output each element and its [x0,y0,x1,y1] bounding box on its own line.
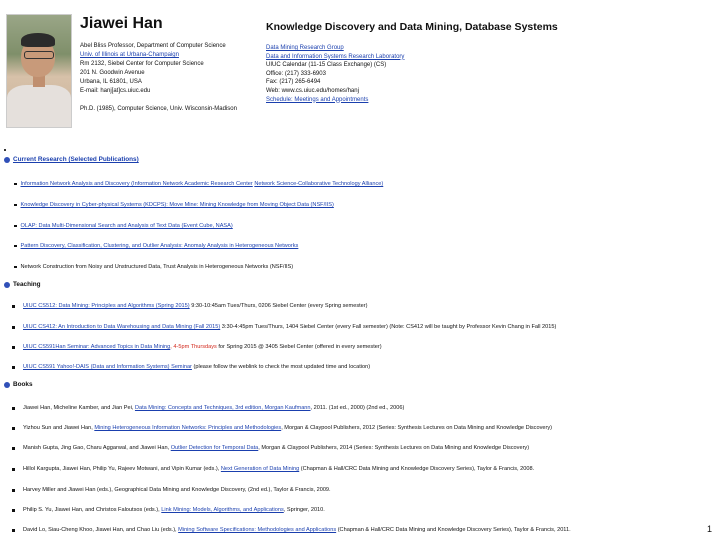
list-item [12,364,370,370]
bullet-icon [12,489,15,492]
course-details: 3:30-4:45pm Tues/Thurs, 1404 Siebel Center (every Fall semester) (Note: CS412 will be taught by Professor Kevin Chang in Fall 2015) [220,324,557,330]
decorative-dot [4,149,6,151]
list-item [14,264,293,270]
list-item [14,243,298,249]
book-authors: David Lo, Siau-Cheng Khoo, Jiawei Han, and Chao Liu (eds.), [23,527,179,533]
page-title: Knowledge Discovery and Data Mining, Database Systems [266,21,558,33]
course-time: , 4-5pm Thursdays [170,344,217,350]
book-authors: Philip S. Yu, Jiawei Han, and Christos Faloutsos (eds.), [23,507,162,513]
course-link[interactable]: UIUC CS512: Data Mining: Principles and Algorithms (Spring 2015) [23,303,190,309]
book-details: (Chapman & Hall/CRC Data Mining and Knowledge Discovery Series), Taylor & Francis, 2011. [336,527,571,533]
fax-line: Fax: (217) 265-6494 [266,79,321,86]
course-link[interactable]: UIUC CS591 Yahoo!-DAIS (Data and Information Systems) Seminar [23,364,192,370]
schedule-link[interactable]: Schedule: Meetings and Appointments [266,96,369,103]
research-link[interactable]: (Information Network Academic Research Center [129,181,253,187]
degree-line: Ph.D. (1985), Computer Science, Univ. Wisconsin-Madison [80,106,237,112]
research-link[interactable]: Pattern Discovery, Classification, Clustering, and Outlier Analysis [20,243,182,249]
list-item [12,445,529,451]
list-item [12,405,404,411]
bullet-icon [12,407,15,410]
book-authors: Manish Gupta, Jing Gao, Charu Aggarwal, and Jiawei Han, [23,445,171,451]
bullet-icon [12,468,15,471]
list-item [12,507,325,513]
list-item [14,181,383,187]
section-books [4,381,33,388]
bullet-icon [12,346,15,349]
list-item [12,527,571,533]
bullet-icon [12,305,15,308]
section-research[interactable] [4,156,139,163]
bullet-icon [12,427,15,430]
book-link[interactable]: Outlier Detection for Temporal Data [170,445,259,451]
address-line: Urbana, IL 61801, USA [80,79,142,85]
book-link[interactable]: Mining Heterogeneous Information Networks: Principles and Methodologies [94,425,282,431]
research-group-link[interactable]: Data Mining Research Group [266,45,344,51]
course-link[interactable]: UIUC CS412: An Introduction to Data Warehousing and Data Mining (Fall 2015) [23,324,221,330]
research-text: Network Construction from Noisy and Unstructured Data, Trust Analysis in Heterogeneous Networks (NSF/IIS) [20,264,294,270]
bullet-icon [14,225,17,228]
section-bullet-icon [4,282,10,288]
list-item [14,202,334,208]
office-line: Office: (217) 333-6903 [266,70,326,77]
section-research-label[interactable]: Current Research (Selected Publications) [13,156,139,163]
research-link[interactable]: : Anomaly Analysis in Heterogeneous Networks [181,243,299,249]
web-line[interactable]: Web: www.cs.uiuc.edu/homes/hanj [266,87,359,94]
email-line: E-mail: hanj[at]cs.uiuc.edu [80,88,151,94]
bullet-icon [12,447,15,450]
book-link[interactable]: Mining Software Specifications: Methodologies and Applications [178,527,337,533]
list-item [12,324,556,330]
university-link[interactable]: Univ. of Illinois at Urbana-Champaign [80,52,179,58]
calendar-line: UIUC Calendar (11-15 Class Exchange) (CS) [266,62,387,69]
address-line: 201 N. Goodwin Avenue [80,70,145,76]
research-link[interactable]: OLAP: Data Multi-Dimensional Search and Analysis of Text Data [20,223,180,229]
list-item [12,487,331,493]
address-block [80,42,265,114]
book-details: , 2011. (1st ed., 2000) (2nd ed., 2006) [310,405,405,411]
book-details: , Springer, 2010. [283,507,325,513]
book-link[interactable]: Link Mining: Models, Algorithms, and Applications [161,507,284,513]
bullet-icon [12,509,15,512]
section-teaching-label: Teaching [13,281,41,288]
list-item [12,303,368,309]
list-item [12,425,552,431]
list-item [12,344,382,350]
bullet-icon [12,529,15,532]
address-line: Rm 2132, Siebel Center for Computer Science [80,61,204,67]
bullet-icon [14,204,17,207]
research-link[interactable]: Information Network Analysis and Discovery [20,181,130,187]
research-link[interactable]: Knowledge Discovery in Cyber-physical Systems (KDCPS): Move Mine: Mining Knowledge from Moving Object Data (NSF/IIS) [20,202,334,208]
page-number: 1 [707,524,713,534]
course-details: (please follow the weblink to check the most updated time and location) [191,364,371,370]
book-authors: Hillol Kargupta, Jiawei Han, Philip Yu, Rajeev Motwani, and Vipin Kumar (eds.), [23,466,221,472]
book-details: (Chapman & Hall/CRC Data Mining and Knowledge Discovery Series), Taylor & Francis, 2008. [299,466,535,472]
bullet-icon [12,326,15,329]
section-teaching [4,281,41,288]
book-link[interactable]: Next Generation of Data Mining [220,466,300,472]
list-item [12,466,534,472]
profile-photo [6,14,72,128]
course-details: 9:30-10:45am Tues/Thurs, 0206 Siebel Center (every Spring semester) [189,303,368,309]
research-link[interactable]: Network Science-Collaborative Technology Alliance) [254,181,384,187]
bullet-icon [14,183,17,186]
dais-lab-link[interactable]: Data and Information Systems Research Laboratory [266,53,405,60]
address-spacer [80,96,265,105]
bullet-icon [12,366,15,369]
section-books-label: Books [13,381,33,388]
book-authors: Jiawei Han, Micheline Kamber, and Jian Pei, [23,405,135,411]
contact-block [266,44,404,104]
course-details: for Spring 2015 @ 3405 Siebel Center (offered in every semester) [216,344,382,350]
course-link[interactable]: UIUC CS591Han Seminar: Advanced Topics in Data Mining [23,344,171,350]
book-details: , Morgan & Claypool Publishers, 2014 (Series: Synthesis Lectures on Data Mining and Knowledge Discovery) [258,445,530,451]
person-name: Jiawei Han [80,15,163,32]
section-bullet-icon [4,157,10,163]
research-link[interactable]: (Event Cube, NASA) [179,223,233,229]
address-line: Abel Bliss Professor, Department of Computer Science [80,43,226,49]
bullet-icon [14,245,17,248]
book-link[interactable]: Data Mining: Concepts and Techniques, 3rd edition, Morgan Kaufmann [134,405,311,411]
book-authors: Yizhou Sun and Jiawei Han, [23,425,95,431]
book-details: , Morgan & Claypool Publishers, 2012 (Series: Synthesis Lectures on Data Mining and Knowledge Discovery) [281,425,553,431]
list-item [14,223,233,229]
book-authors: Harvey Miller and Jiawei Han (eds.), Geographical Data Mining and Knowledge Discovery, (2nd ed.), Taylor & Francis, 2009. [23,487,331,493]
section-bullet-icon [4,382,10,388]
bullet-icon [14,266,17,269]
